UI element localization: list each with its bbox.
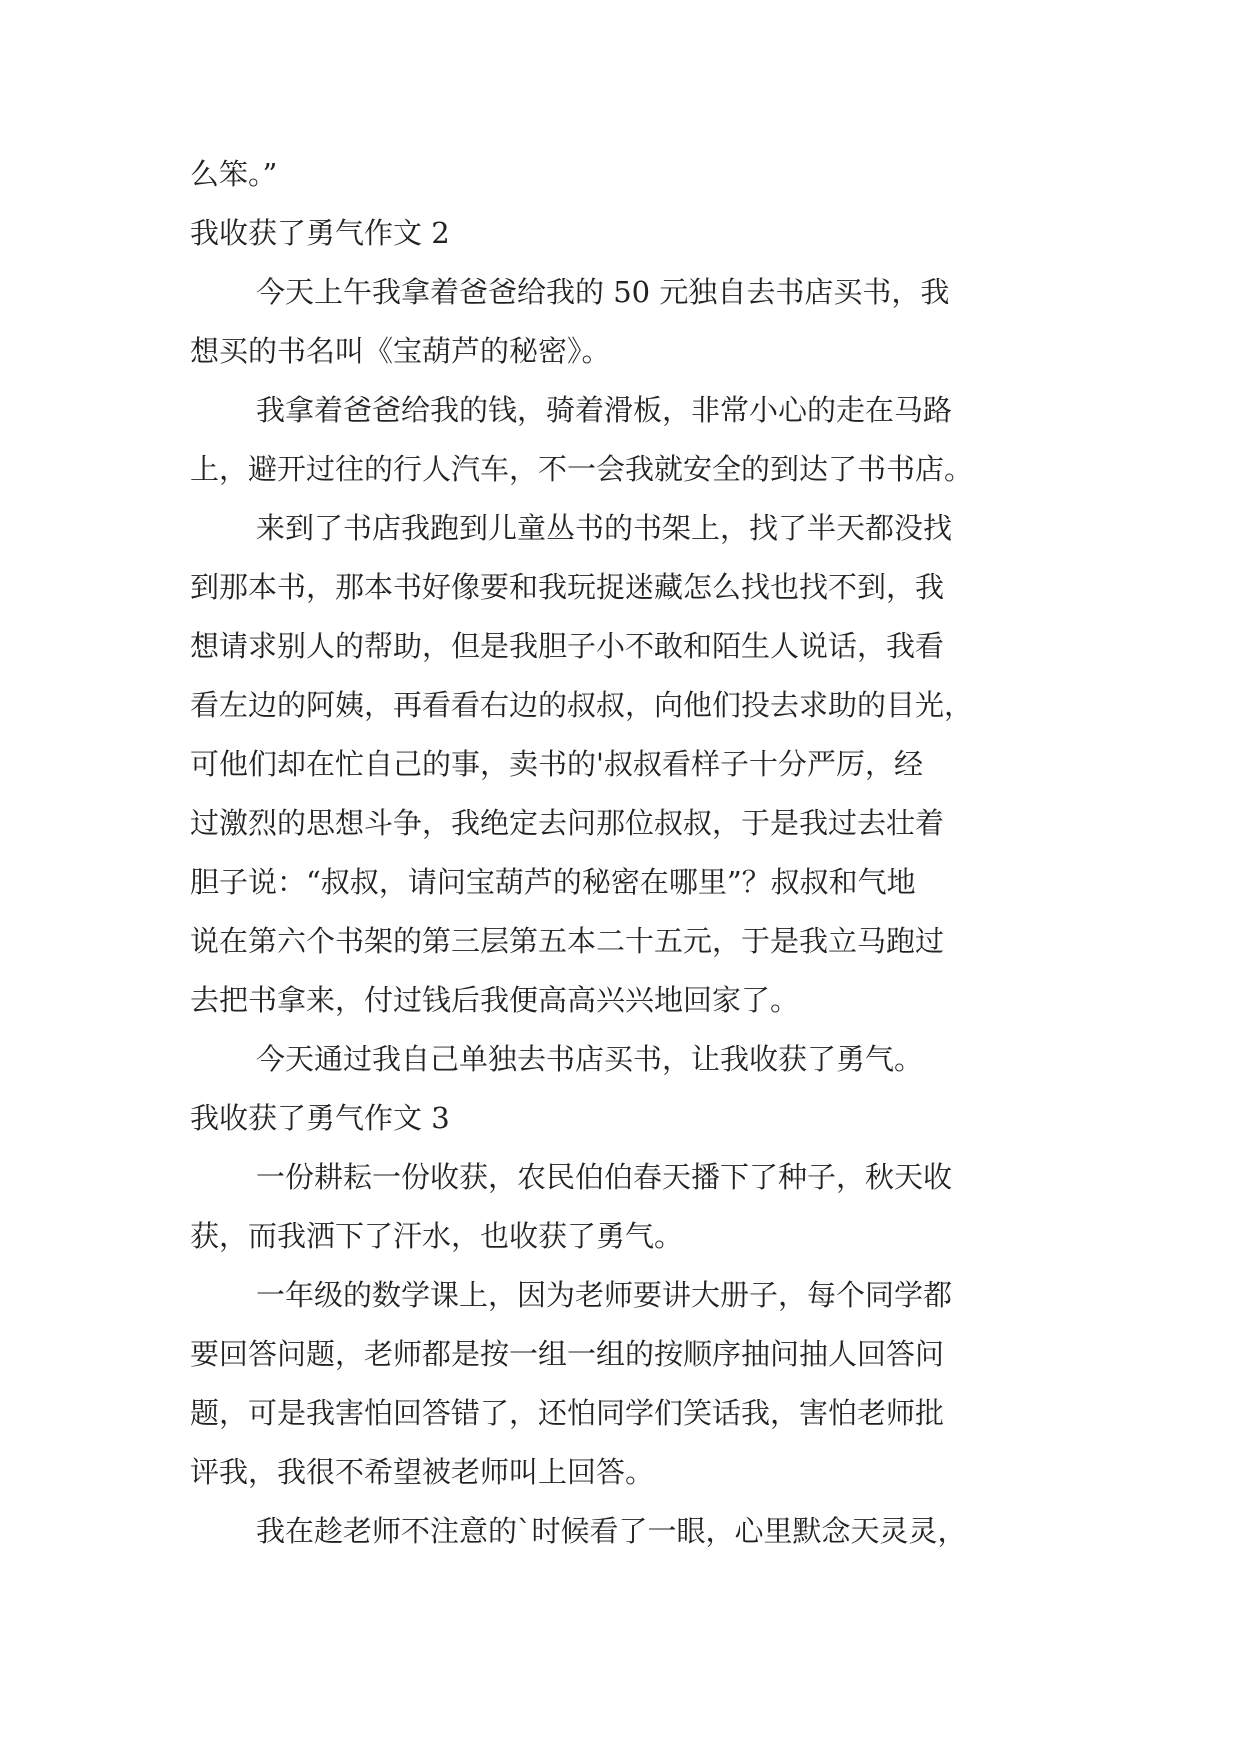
text-line: 我在趁老师不注意的`时候看了一眼，心里默念天灵灵， xyxy=(256,1514,967,1548)
text-line: 胆子说：“叔叔，请问宝葫芦的秘密在哪里”？叔叔和气地 xyxy=(190,865,916,899)
text-line: 过激烈的思想斗争，我绝定去问那位叔叔，于是我过去壮着 xyxy=(190,806,945,840)
text-line: 我收获了勇气作文 3 xyxy=(190,1101,450,1135)
text-line: 看左边的阿姨，再看看右边的叔叔，向他们投去求助的目光， xyxy=(190,688,974,722)
text-line: 评我，我很不希望被老师叫上回答。 xyxy=(190,1455,655,1489)
text-line: 想买的书名叫《宝葫芦的秘密》。 xyxy=(190,334,611,368)
text-line: 想请求别人的帮助，但是我胆子小不敢和陌生人说话，我看 xyxy=(190,629,945,663)
text-line: 到那本书，那本书好像要和我玩捉迷藏怎么找也找不到，我 xyxy=(190,570,945,604)
text-line: 今天通过我自己单独去书店买书，让我收获了勇气。 xyxy=(256,1042,924,1076)
text-line: 获，而我洒下了汗水，也收获了勇气。 xyxy=(190,1219,684,1253)
text-line: 去把书拿来，付过钱后我便高高兴兴地回家了。 xyxy=(190,983,800,1017)
text-line: 一年级的数学课上，因为老师要讲大册子，每个同学都 xyxy=(256,1278,953,1312)
document-body xyxy=(190,145,1050,1561)
text-line: 上，避开过往的行人汽车，不一会我就安全的到达了书书店。 xyxy=(190,452,974,486)
text-line: 我拿着爸爸给我的钱，骑着滑板，非常小心的走在马路 xyxy=(256,393,953,427)
text-line: 一份耕耘一份收获，农民伯伯春天播下了种子，秋天收 xyxy=(256,1160,953,1194)
text-line: 可他们却在忙自己的事，卖书的'叔叔看样子十分严厉，经 xyxy=(190,747,923,781)
text-line: 说在第六个书架的第三层第五本二十五元，于是我立马跑过 xyxy=(190,924,945,958)
text-line: 要回答问题，老师都是按一组一组的按顺序抽问抽人回答问 xyxy=(190,1337,945,1371)
text-line: 来到了书店我跑到儿童丛书的书架上，找了半天都没找 xyxy=(256,511,953,545)
text-line: 我收获了勇气作文 2 xyxy=(190,216,450,250)
text-line: 今天上午我拿着爸爸给我的 50 元独自去书店买书，我 xyxy=(256,275,950,309)
text-line: 么笨。” xyxy=(190,157,278,191)
text-line: 题，可是我害怕回答错了，还怕同学们笑话我，害怕老师批 xyxy=(190,1396,945,1430)
